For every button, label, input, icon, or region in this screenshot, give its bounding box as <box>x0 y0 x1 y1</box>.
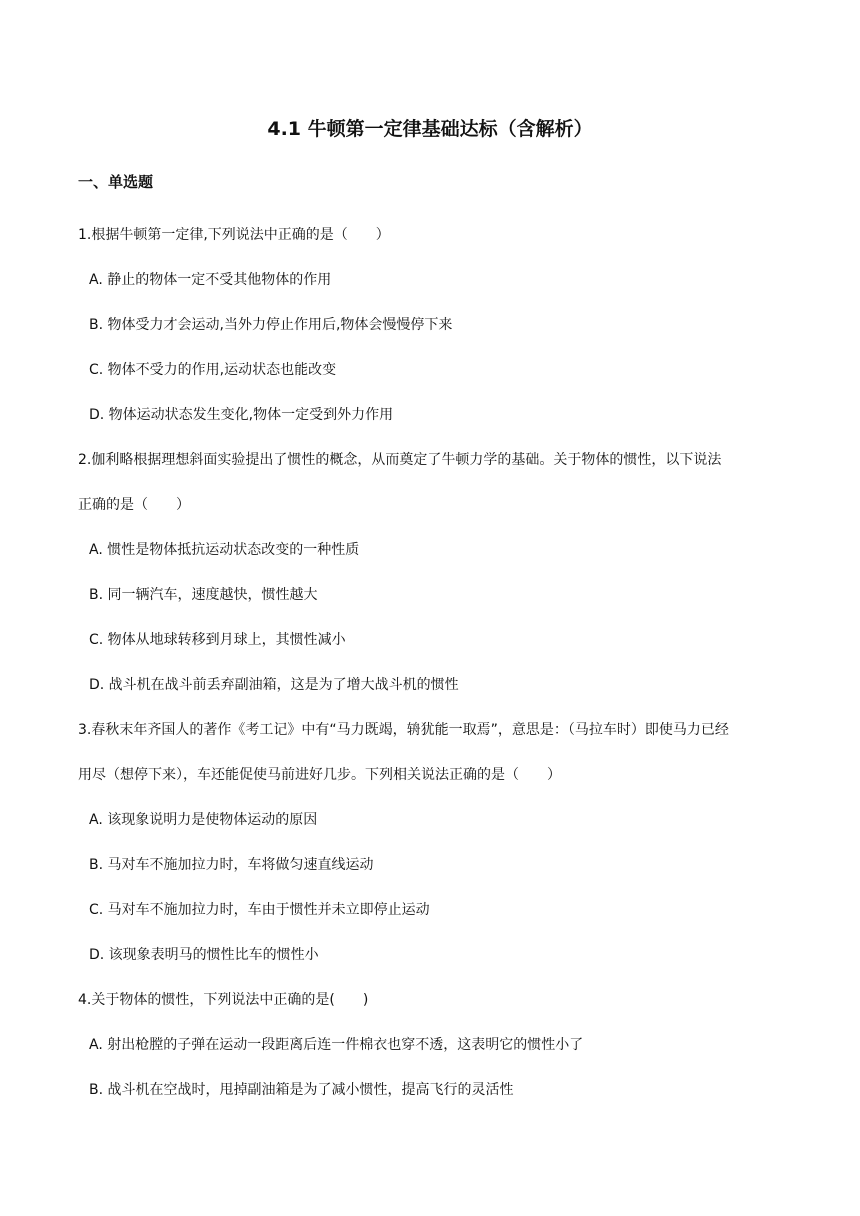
question-2-option-b: B. 同一辆汽车，速度越快，惯性越大 <box>89 587 318 603</box>
question-3-option-d: D. 该现象表明马的惯性比车的惯性小 <box>89 947 319 963</box>
question-4-stem: 4.关于物体的惯性，下列说法中正确的是( ) <box>78 992 369 1008</box>
question-4-option-a: A. 射出枪膛的子弹在运动一段距离后连一件棉衣也穿不透，这表明它的惯性小了 <box>89 1037 584 1053</box>
question-2-stem-line-1: 2.伽利略根据理想斜面实验提出了惯性的概念，从而奠定了牛顿力学的基础。关于物体的惯性，以下说法 <box>78 452 722 468</box>
question-3-option-b: B. 马对车不施加拉力时，车将做匀速直线运动 <box>89 857 374 873</box>
question-1-stem: 1.根据牛顿第一定律,下列说法中正确的是（ ） <box>78 227 390 243</box>
question-2-option-c: C. 物体从地球转移到月球上，其惯性减小 <box>89 632 346 648</box>
question-4-option-b: B. 战斗机在空战时，甩掉副油箱是为了减小惯性，提高飞行的灵活性 <box>89 1082 514 1098</box>
question-3-stem-line-2: 用尽（想停下来），车还能促使马前进好几步。下列相关说法正确的是（ ） <box>78 767 561 783</box>
question-2-stem-line-2: 正确的是（ ） <box>78 497 190 513</box>
question-1-option-a: A. 静止的物体一定不受其他物体的作用 <box>89 272 332 288</box>
document-title: 4.1 牛顿第一定律基础达标（含解析） <box>267 118 593 140</box>
question-2-option-d: D. 战斗机在战斗前丢弃副油箱，这是为了增大战斗机的惯性 <box>89 677 459 693</box>
section-title: 一、单选题 <box>78 173 154 191</box>
question-1-option-b: B. 物体受力才会运动,当外力停止作用后,物体会慢慢停下来 <box>89 317 453 333</box>
question-3-option-a: A. 该现象说明力是使物体运动的原因 <box>89 812 318 828</box>
question-1-option-d: D. 物体运动状态发生变化,物体一定受到外力作用 <box>89 407 394 423</box>
question-3-stem-line-1: 3.春秋末年齐国人的著作《考工记》中有“马力既竭，辀犹能一取焉”，意思是：（马拉车时）即使马力已经 <box>78 722 729 738</box>
question-3-option-c: C. 马对车不施加拉力时，车由于惯性并未立即停止运动 <box>89 902 430 918</box>
question-1-option-c: C. 物体不受力的作用,运动状态也能改变 <box>89 362 337 378</box>
question-2-option-a: A. 惯性是物体抵抗运动状态改变的一种性质 <box>89 542 360 558</box>
